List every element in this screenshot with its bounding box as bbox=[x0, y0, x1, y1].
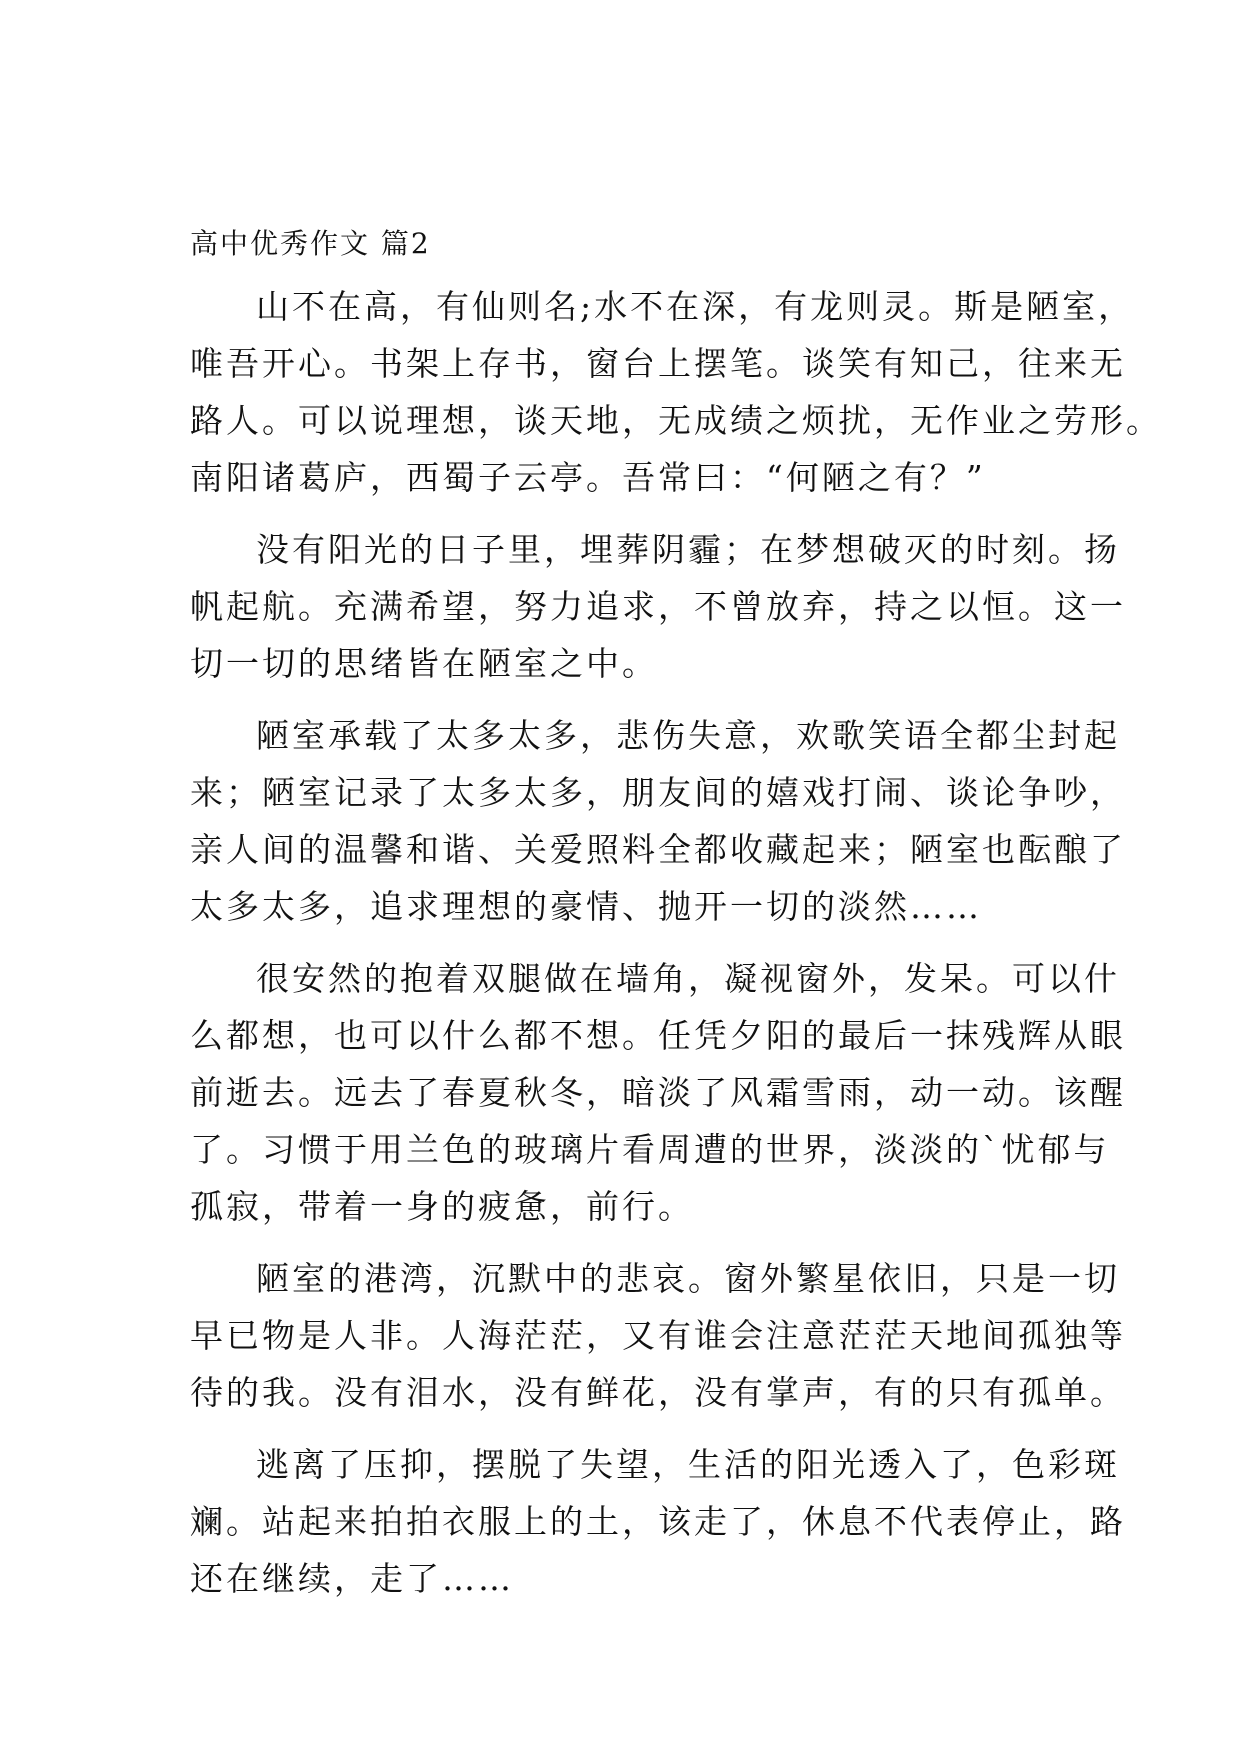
text-line: 逃离了压抑，摆脱了失望，生活的阳光透入了，色彩斑 bbox=[256, 1445, 1120, 1484]
text-line: 了。习惯于用兰色的玻璃片看周遭的世界，淡淡的`忧郁与 bbox=[190, 1130, 1110, 1169]
text-line: 斓。站起来拍拍衣服上的土，该走了，休息不代表停止，路 bbox=[190, 1502, 1126, 1541]
text-line: 南阳诸葛庐，西蜀子云亭。吾常曰：“何陋之有？” bbox=[190, 458, 986, 497]
paragraph bbox=[190, 707, 1126, 935]
text-line: 前逝去。远去了春夏秋冬，暗淡了风霜雪雨，动一动。该醒 bbox=[190, 1073, 1126, 1112]
text-line: 很安然的抱着双腿做在墙角，凝视窗外，发呆。可以什 bbox=[256, 959, 1120, 998]
text-line: 太多太多，追求理想的豪情、抛开一切的淡然…… bbox=[190, 887, 982, 926]
text-line: 帆起航。充满希望，努力追求，不曾放弃，持之以恒。这一 bbox=[190, 587, 1126, 626]
text-line: 待的我。没有泪水，没有鲜花，没有掌声，有的只有孤单。 bbox=[190, 1373, 1126, 1412]
text-line: 孤寂，带着一身的疲惫，前行。 bbox=[190, 1187, 694, 1226]
text-line: 还在继续，走了…… bbox=[190, 1559, 514, 1598]
text-line: 早已物是人非。人海茫茫，又有谁会注意茫茫天地间孤独等 bbox=[190, 1316, 1126, 1355]
paragraph bbox=[190, 1250, 1126, 1421]
text-line: 亲人间的温馨和谐、关爱照料全都收藏起来；陋室也酝酿了 bbox=[190, 830, 1126, 869]
text-line: 陋室承载了太多太多，悲伤失意，欢歌笑语全都尘封起 bbox=[256, 716, 1120, 755]
text-line: 路人。可以说理想，谈天地，无成绩之烦扰，无作业之劳形。 bbox=[190, 401, 1162, 440]
text-line: 么都想，也可以什么都不想。任凭夕阳的最后一抹残辉从眼 bbox=[190, 1016, 1126, 1055]
text-line: 来；陋室记录了太多太多，朋友间的嬉戏打闹、谈论争吵， bbox=[190, 773, 1126, 812]
paragraph bbox=[190, 950, 1126, 1235]
document-page bbox=[190, 222, 1162, 1622]
text-line: 没有阳光的日子里，埋葬阴霾；在梦想破灭的时刻。扬 bbox=[256, 530, 1120, 569]
text-line: 陋室的港湾，沉默中的悲哀。窗外繁星依旧，只是一切 bbox=[256, 1259, 1120, 1298]
paragraph bbox=[190, 1436, 1126, 1607]
text-line: 唯吾开心。书架上存书，窗台上摆笔。谈笑有知己，往来无 bbox=[190, 344, 1126, 383]
text-line: 山不在高，有仙则名;水不在深，有龙则灵。斯是陋室， bbox=[256, 287, 1135, 326]
text-line: 切一切的思绪皆在陋室之中。 bbox=[190, 644, 658, 683]
paragraph bbox=[190, 278, 1162, 506]
essay-title: 高中优秀作文 篇2 bbox=[190, 227, 431, 260]
paragraph bbox=[190, 521, 1126, 692]
